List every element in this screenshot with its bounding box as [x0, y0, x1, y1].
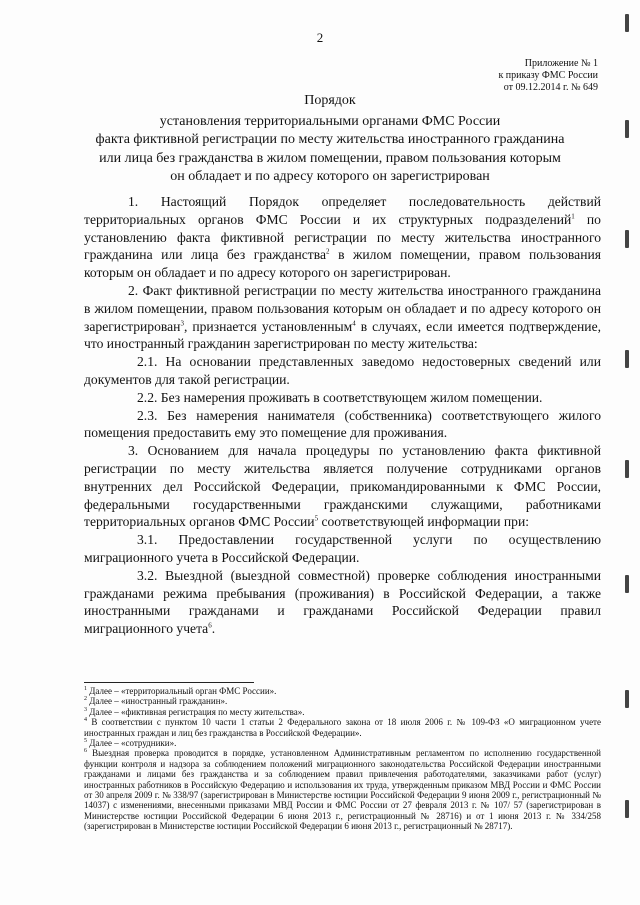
footnote-ref-4: 4 [352, 319, 356, 328]
annex-line-1: Приложение № 1 [524, 58, 598, 69]
footnote-6-text: Выездная проверка проводится в порядке, установленном Административным регламентом по исполнению государственной функции контроля и надзора за соблюдением положений миграционного законодательства Российской Федерации иностранными гражданами и лицами без гражданства и за соблюдением правил привлечения работодателями, заказчиками работ (услуг) иностранных работников в Российскую Федерацию и использования их труда, утвержденным приказом МВД России и ФМС России от 30 апреля 2009 г. № 338/97 (зарегистрирован в Министерстве юстиции Российской Федерации 9 июня 2009 г., регистрационный № 14037) с изменениями, внесенными приказами МВД России и ФМС России от 27 февраля 2013 г. № 107/ 57 (зарегистрирован в Министерстве юстиции Российской Федерации 6 июня 2013 г., регистрационный № 28716) и от 1 июня 2013 г. № 334/258 (зарегистрирован в Министерстве юстиции Российской Федерации 6 июня 2013 г., регистрационный № 28717). [84, 748, 601, 832]
footnotes [84, 686, 601, 832]
paragraph-1-text-a: 1. Настоящий Порядок определяет последовательность действий территориальных органов ФМС России и их структурных подразделений [84, 194, 601, 227]
footnote-5 [84, 738, 601, 748]
heading-line-4: он обладает и по адресу которого он зарегистрирован [170, 169, 490, 184]
footnote-ref-5: 5 [314, 514, 319, 523]
paragraph-2-text-c: в случаях, если имеется подтверждение, что иностранный гражданин зарегистрирован по месту жительства: [84, 318, 601, 352]
footnote-mark-2: 2 [84, 696, 87, 703]
paragraph-2-2: 2.2. Без намерения проживать в соответствующем жилом помещении. [137, 389, 543, 405]
footnote-2-text: Далее – «иностранный гражданин». [87, 696, 228, 707]
paragraph-3-2 [84, 567, 601, 638]
footnote-2 [84, 696, 601, 706]
paragraph-2-3: 2.3. Без намерения нанимателя (собственника) соответствующего жилого помещения предоставить ему это помещение для проживания. [84, 407, 601, 441]
footnote-4-text: В соответствии с пунктом 10 части 1 статьи 2 Федерального закона от 18 июля 2006 г. № 109-ФЗ «О миграционном учете иностранных граждан и лиц без гражданства в Российской Федерации». [84, 717, 601, 738]
heading-line-2: факта фиктивной регистрации по месту жительства иностранного гражданина [95, 132, 565, 147]
footnote-mark-4: 4 [84, 717, 87, 724]
heading-line-3: или лица без гражданства в жилом помещении, правом пользования которым [99, 150, 561, 166]
footnote-ref-1: 1 [571, 212, 575, 221]
paragraph-3 [84, 442, 601, 531]
footnote-ref-2: 2 [326, 247, 330, 256]
paragraph-2 [84, 282, 601, 353]
paragraph-3-text-a: 3. Основанием для начала процедуры по установлению факта фиктивной регистрации по месту жительства является получение сотрудниками органов внутренних дел Российской Федерации, прикомандированными к ФМС России, федеральными государственными гражданскими служащими, работниками территориальных органов ФМС России [84, 443, 601, 530]
footnote-3 [84, 707, 601, 717]
footnote-1-text: Далее – «территориальный орган ФМС России». [87, 686, 277, 696]
annex-header [498, 58, 598, 94]
paragraph-1 [84, 193, 601, 282]
paragraph-3-1: 3.1. Предоставлении государственной услуги по осуществлению миграционного учета в Российской Федерации. [84, 532, 601, 565]
footnote-mark-1: 1 [84, 686, 87, 692]
footnote-mark-3: 3 [84, 706, 87, 713]
footnote-separator [84, 682, 254, 683]
footnote-ref-3: 3 [180, 319, 184, 328]
paragraph-2-text-b: , признается установленным [183, 318, 353, 334]
paragraph-3-2-text-a: 3.2. Выездной (выездной совместной) проверке соблюдения иностранными гражданами режима пребывания (проживания) в Российской Федерации, а также иностранными гражданами и гражданами Российской Федерации правил миграционного учета [84, 567, 601, 637]
paragraph-3-2-text-b: . [211, 621, 216, 637]
footnote-5-text: Далее – «сотрудники». [87, 738, 177, 749]
footnote-mark-6: 6 [84, 748, 87, 755]
page-number: 2 [316, 30, 324, 45]
scan-edge-marks [620, 0, 634, 905]
footnote-ref-6: 6 [208, 621, 212, 630]
annex-line-3: от 09.12.2014 г. № 649 [503, 82, 598, 93]
footnote-6 [84, 748, 601, 831]
document-body [84, 193, 601, 638]
document-heading [90, 92, 570, 187]
footnote-4 [84, 717, 601, 738]
paragraph-1-text-c: в жилом помещении, правом пользования которым он обладает и по адресу которого он зарегистрирован. [84, 247, 601, 281]
paragraph-2-text-a: 2. Факт фиктивной регистрации по месту жительства иностранного гражданина в жилом помещении, правом пользования которым он обладает и по адресу которого он зарегистрирован [84, 282, 601, 334]
paragraph-2-1: 2.1. На основании представленных заведомо недостоверных сведений или документов для такой регистрации. [84, 354, 601, 387]
document-title: Порядок [304, 93, 356, 108]
footnote-3-text: Далее – «фиктивная регистрация по месту жительства». [87, 706, 305, 717]
footnote-mark-5: 5 [84, 738, 87, 745]
heading-line-1: установления территориальными органами ФМС России [159, 113, 501, 129]
paragraph-3-text-b: соответствующей информации при: [318, 514, 530, 530]
footnote-1 [84, 686, 601, 696]
paragraph-1-text-b: по установлению факта фиктивной регистрации по месту жительства иностранного гражданина или лица без гражданства [84, 211, 601, 263]
annex-line-2: к приказу ФМС России [498, 70, 598, 81]
